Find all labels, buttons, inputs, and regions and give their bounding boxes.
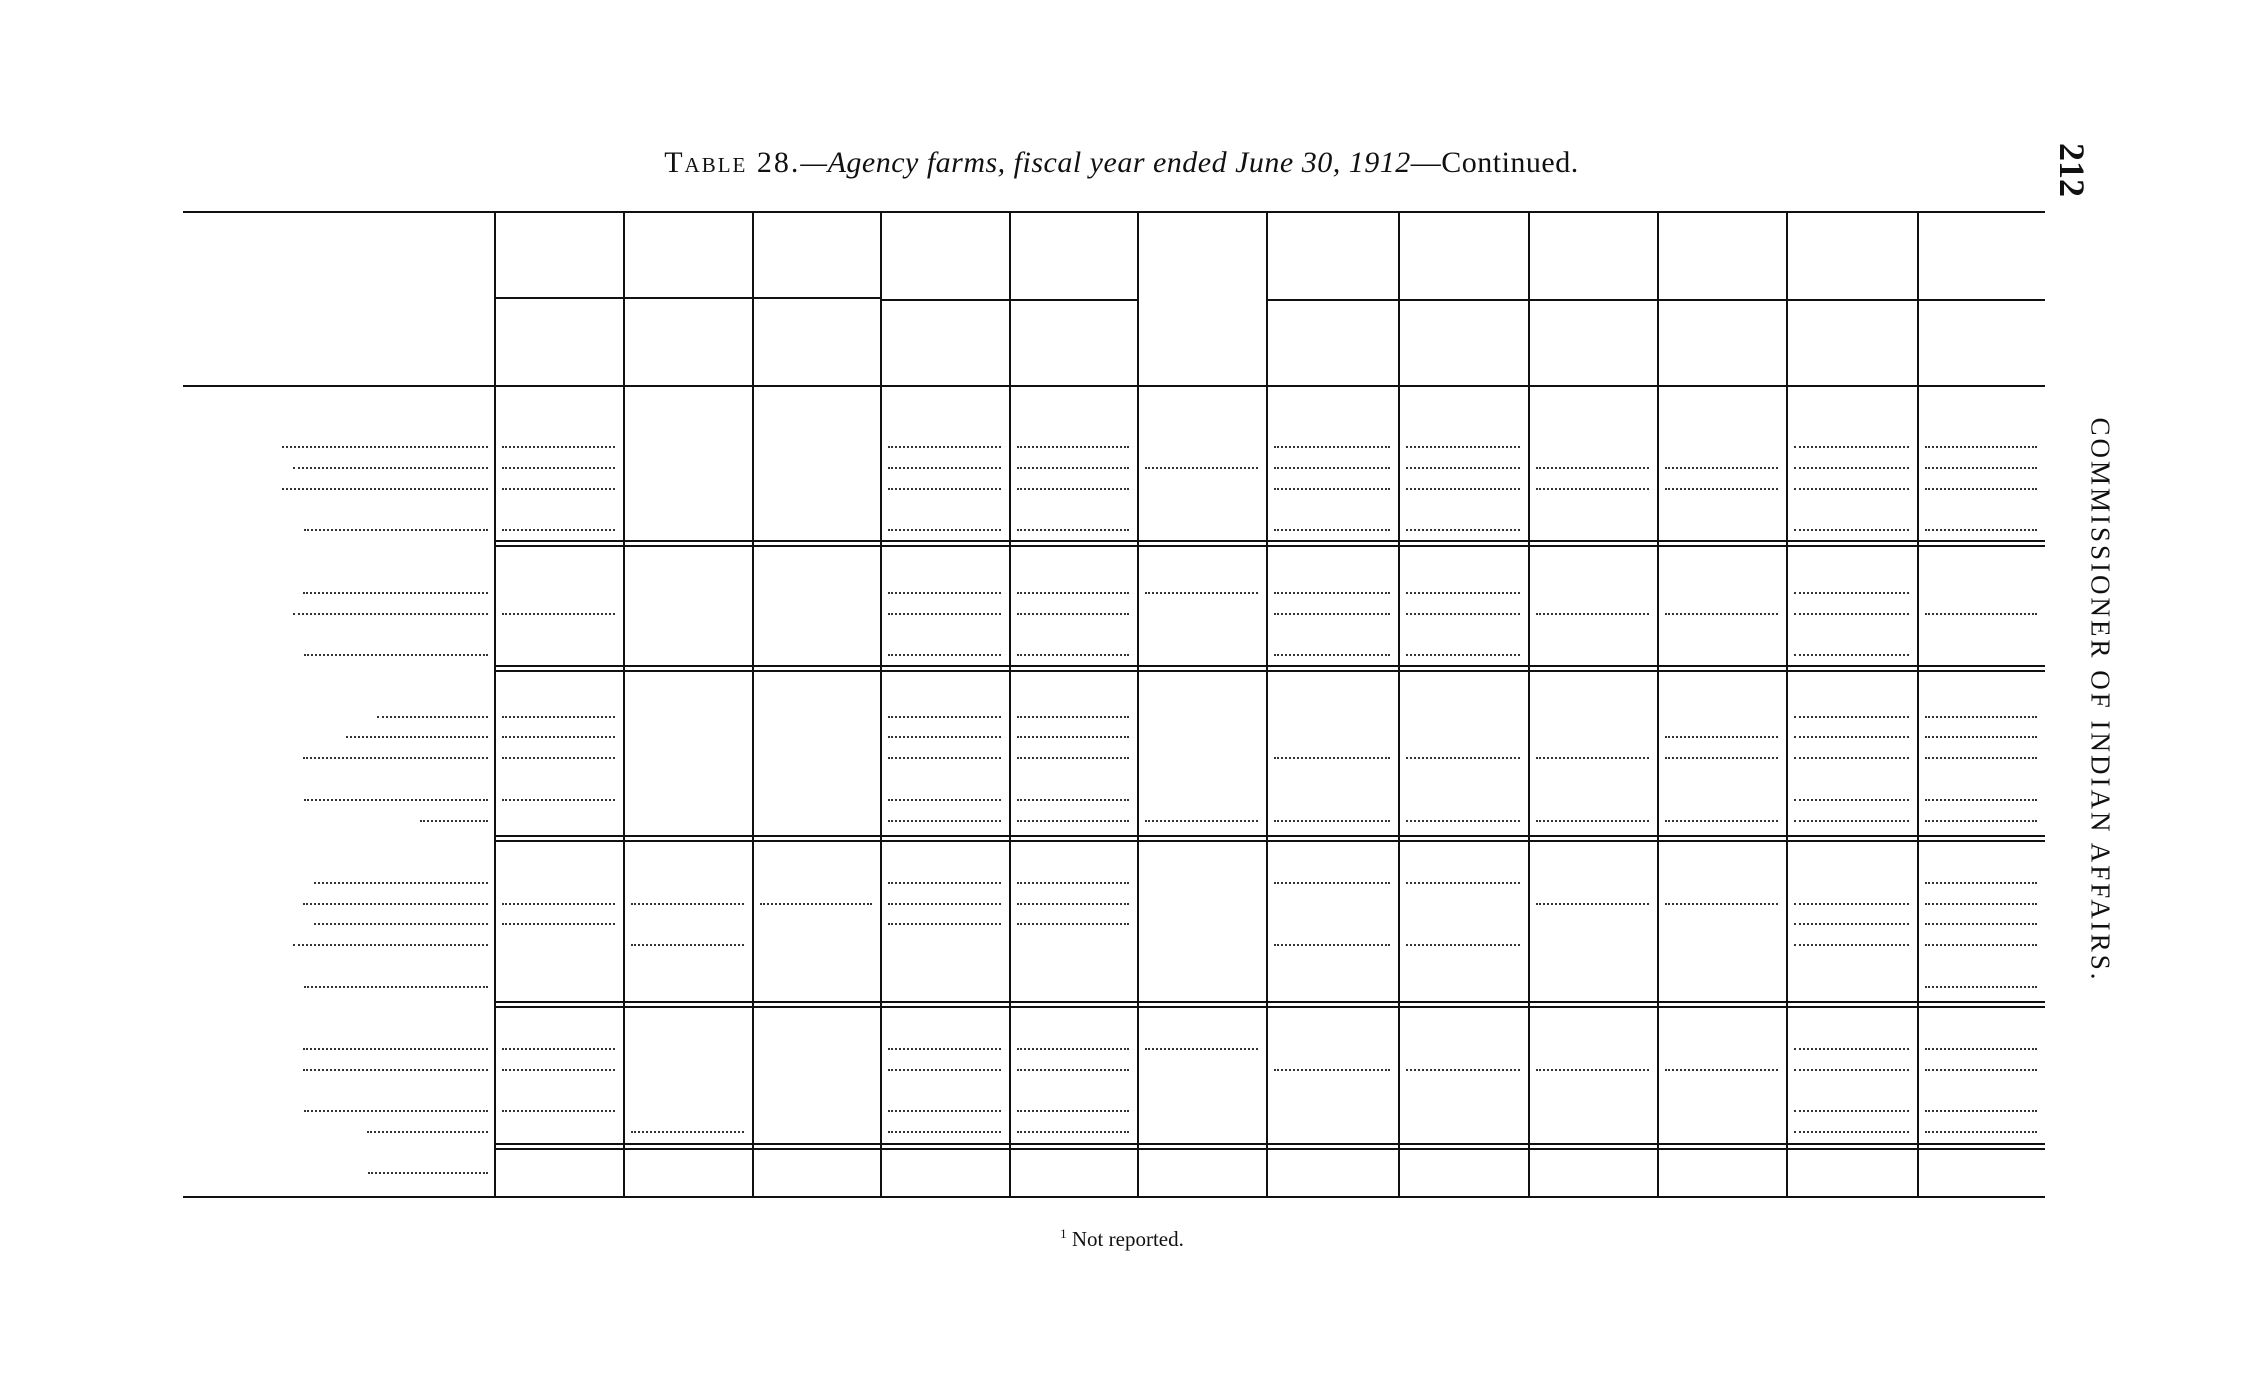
employees-subrule [1266,299,1528,301]
empty-cell-dots [1794,1048,1909,1050]
header-bottom-rule [183,385,2045,387]
empty-cell-dots [1274,1069,1390,1071]
empty-cell-dots [888,446,1001,448]
empty-cell-dots [1925,820,2037,822]
section-rule [494,1143,2045,1145]
empty-cell-dots [1794,488,1909,490]
empty-cell-dots [888,613,1001,615]
empty-cell-dots [888,820,1001,822]
acreage-subrule [494,297,880,299]
empty-cell-dots [1274,757,1390,759]
empty-cell-dots [1925,1131,2037,1133]
leader-dots [303,903,488,905]
top-rule [183,211,2045,213]
section-rule [494,840,2045,842]
column-divider [623,211,625,1196]
empty-cell-dots [1274,613,1390,615]
empty-cell-dots [1145,820,1258,822]
empty-cell-dots [1925,613,2037,615]
empty-cell-dots [502,488,615,490]
empty-cell-dots [1794,944,1909,946]
footnote [1060,1226,1184,1252]
empty-cell-dots [1274,820,1390,822]
page-number: 212 [2052,143,2092,197]
empty-cell-dots [1925,446,2037,448]
leader-dots [420,820,488,822]
empty-cell-dots [1794,799,1909,801]
empty-cell-dots [1925,467,2037,469]
footnote-mark: 1 [1060,1226,1067,1241]
empty-cell-dots [1274,882,1390,884]
empty-cell-dots [1017,529,1129,531]
empty-cell-dots [1274,654,1390,656]
leader-dots [314,923,488,925]
empty-cell-dots [1794,716,1909,718]
running-head: COMMISSIONER OF INDIAN AFFAIRS. [2085,417,2116,983]
empty-cell-dots [1925,1110,2037,1112]
empty-cell-dots [1536,820,1649,822]
empty-cell-dots [888,529,1001,531]
leader-dots [293,613,488,615]
empty-cell-dots [888,716,1001,718]
leader-dots [293,944,488,946]
empty-cell-dots [1665,1069,1778,1071]
empty-cell-dots [502,613,615,615]
continued-label: —Continued. [1410,146,1579,179]
empty-cell-dots [1925,736,2037,738]
leader-dots [346,736,488,738]
empty-cell-dots [1665,488,1778,490]
empty-cell-dots [1536,467,1649,469]
leader-dots [304,654,488,656]
empty-cell-dots [502,446,615,448]
section-rule [494,545,2045,547]
empty-cell-dots [1406,654,1520,656]
empty-cell-dots [1665,757,1778,759]
empty-cell-dots [1794,1069,1909,1071]
leader-dots [282,488,488,490]
empty-cell-dots [1925,488,2037,490]
empty-cell-dots [1017,467,1129,469]
empty-cell-dots [888,923,1001,925]
empty-cell-dots [1536,613,1649,615]
empty-cell-dots [1274,944,1390,946]
leader-dots [293,467,488,469]
empty-cell-dots [631,1131,744,1133]
empty-cell-dots [1145,592,1258,594]
section-rule [494,1001,2045,1003]
empty-cell-dots [1665,903,1778,905]
agency-farms-table [183,211,2045,1196]
empty-cell-dots [1274,488,1390,490]
empty-cell-dots [1794,923,1909,925]
empty-cell-dots [1017,1131,1129,1133]
empty-cell-dots [888,488,1001,490]
table-subject: —Agency farms, fiscal year ended June 30, 1912 [800,146,1411,179]
leader-dots [303,592,488,594]
empty-cell-dots [502,467,615,469]
empty-cell-dots [502,903,615,905]
empty-cell-dots [1794,467,1909,469]
empty-cell-dots [1145,467,1258,469]
column-divider [1009,211,1011,1196]
empty-cell-dots [888,1069,1001,1071]
empty-cell-dots [1665,736,1778,738]
empty-cell-dots [1536,757,1649,759]
empty-cell-dots [1925,986,2037,988]
empty-cell-dots [1794,1110,1909,1112]
empty-cell-dots [1925,799,2037,801]
empty-cell-dots [502,736,615,738]
section-rule [494,1006,2045,1008]
section-rule [494,1148,2045,1150]
empty-cell-dots [502,923,615,925]
empty-cell-dots [1925,529,2037,531]
section-rule [494,665,2045,667]
empty-cell-dots [1017,488,1129,490]
empty-cell-dots [1017,613,1129,615]
empty-cell-dots [1536,488,1649,490]
empty-cell-dots [1274,467,1390,469]
empty-cell-dots [888,1048,1001,1050]
empty-cell-dots [1665,820,1778,822]
empty-cell-dots [1017,1048,1129,1050]
empty-cell-dots [1925,903,2037,905]
empty-cell-dots [502,799,615,801]
empty-cell-dots [502,529,615,531]
column-divider [752,211,754,1196]
empty-cell-dots [1406,467,1520,469]
empty-cell-dots [888,654,1001,656]
empty-cell-dots [1794,903,1909,905]
footnote-text: Not reported. [1066,1227,1184,1251]
section-rule [494,835,2045,837]
empty-cell-dots [1145,1048,1258,1050]
leader-dots [377,716,488,718]
empty-cell-dots [1406,944,1520,946]
column-divider [1528,211,1530,1196]
bottom-rule [183,1196,2045,1198]
empty-cell-dots [1794,446,1909,448]
empty-cell-dots [1017,799,1129,801]
empty-cell-dots [502,716,615,718]
column-divider [1137,211,1139,1196]
leader-dots [304,1110,488,1112]
leader-dots [282,446,488,448]
leader-dots [304,799,488,801]
leader-dots [367,1131,488,1133]
empty-cell-dots [888,1110,1001,1112]
table-number: Table 28. [664,146,801,179]
empty-cell-dots [1406,488,1520,490]
empty-cell-dots [888,467,1001,469]
empty-cell-dots [631,903,744,905]
empty-cell-dots [760,903,872,905]
empty-cell-dots [888,757,1001,759]
empty-cell-dots [1925,1048,2037,1050]
column-divider [1266,211,1268,1196]
column-divider [1917,211,1919,1196]
empty-cell-dots [1536,903,1649,905]
empty-cell-dots [1274,529,1390,531]
empty-cell-dots [888,882,1001,884]
empty-cell-dots [1406,882,1520,884]
empty-cell-dots [502,757,615,759]
empty-cell-dots [1794,592,1909,594]
empty-cell-dots [1665,613,1778,615]
empty-cell-dots [1017,654,1129,656]
leader-dots [303,757,488,759]
empty-cell-dots [1274,446,1390,448]
empty-cell-dots [1794,736,1909,738]
empty-cell-dots [1017,592,1129,594]
empty-cell-dots [1925,1069,2037,1071]
empty-cell-dots [1794,613,1909,615]
empty-cell-dots [1794,757,1909,759]
empty-cell-dots [1925,716,2037,718]
empty-cell-dots [1017,923,1129,925]
empty-cell-dots [631,944,744,946]
leader-dots [304,529,488,531]
empty-cell-dots [1274,592,1390,594]
empty-cell-dots [1406,820,1520,822]
empty-cell-dots [888,736,1001,738]
empty-cell-dots [1017,716,1129,718]
leader-dots [314,882,488,884]
empty-cell-dots [1017,757,1129,759]
empty-cell-dots [502,1110,615,1112]
section-rule [494,670,2045,672]
empty-cell-dots [1794,820,1909,822]
empty-cell-dots [1406,446,1520,448]
leader-dots [304,986,488,988]
empty-cell-dots [1017,820,1129,822]
column-divider [880,211,882,1196]
empty-cell-dots [1017,882,1129,884]
empty-cell-dots [1017,736,1129,738]
leader-dots [303,1069,488,1071]
column-divider [1786,211,1788,1196]
empty-cell-dots [1406,529,1520,531]
table-title [0,146,2243,180]
empty-cell-dots [1017,1069,1129,1071]
empty-cell-dots [1665,467,1778,469]
empty-cell-dots [1925,944,2037,946]
empty-cell-dots [888,592,1001,594]
column-divider [1398,211,1400,1196]
empty-cell-dots [1017,903,1129,905]
leader-dots [303,1048,488,1050]
empty-cell-dots [1406,757,1520,759]
empty-cell-dots [1925,757,2037,759]
empty-cell-dots [502,1048,615,1050]
empty-cell-dots [1794,529,1909,531]
empty-cell-dots [1794,654,1909,656]
empty-cell-dots [1925,923,2037,925]
empty-cell-dots [1406,592,1520,594]
empty-cell-dots [888,1131,1001,1133]
empty-cell-dots [888,903,1001,905]
empty-cell-dots [1017,1110,1129,1112]
empty-cell-dots [888,799,1001,801]
column-divider [1657,211,1659,1196]
empty-cell-dots [1406,613,1520,615]
empty-cell-dots [1794,1131,1909,1133]
empty-cell-dots [1017,446,1129,448]
leader-dots [368,1172,488,1174]
column-divider [494,211,496,1196]
empty-cell-dots [502,1069,615,1071]
empty-cell-dots [1406,1069,1520,1071]
empty-cell-dots [1536,1069,1649,1071]
empty-cell-dots [1925,882,2037,884]
section-rule [494,540,2045,542]
